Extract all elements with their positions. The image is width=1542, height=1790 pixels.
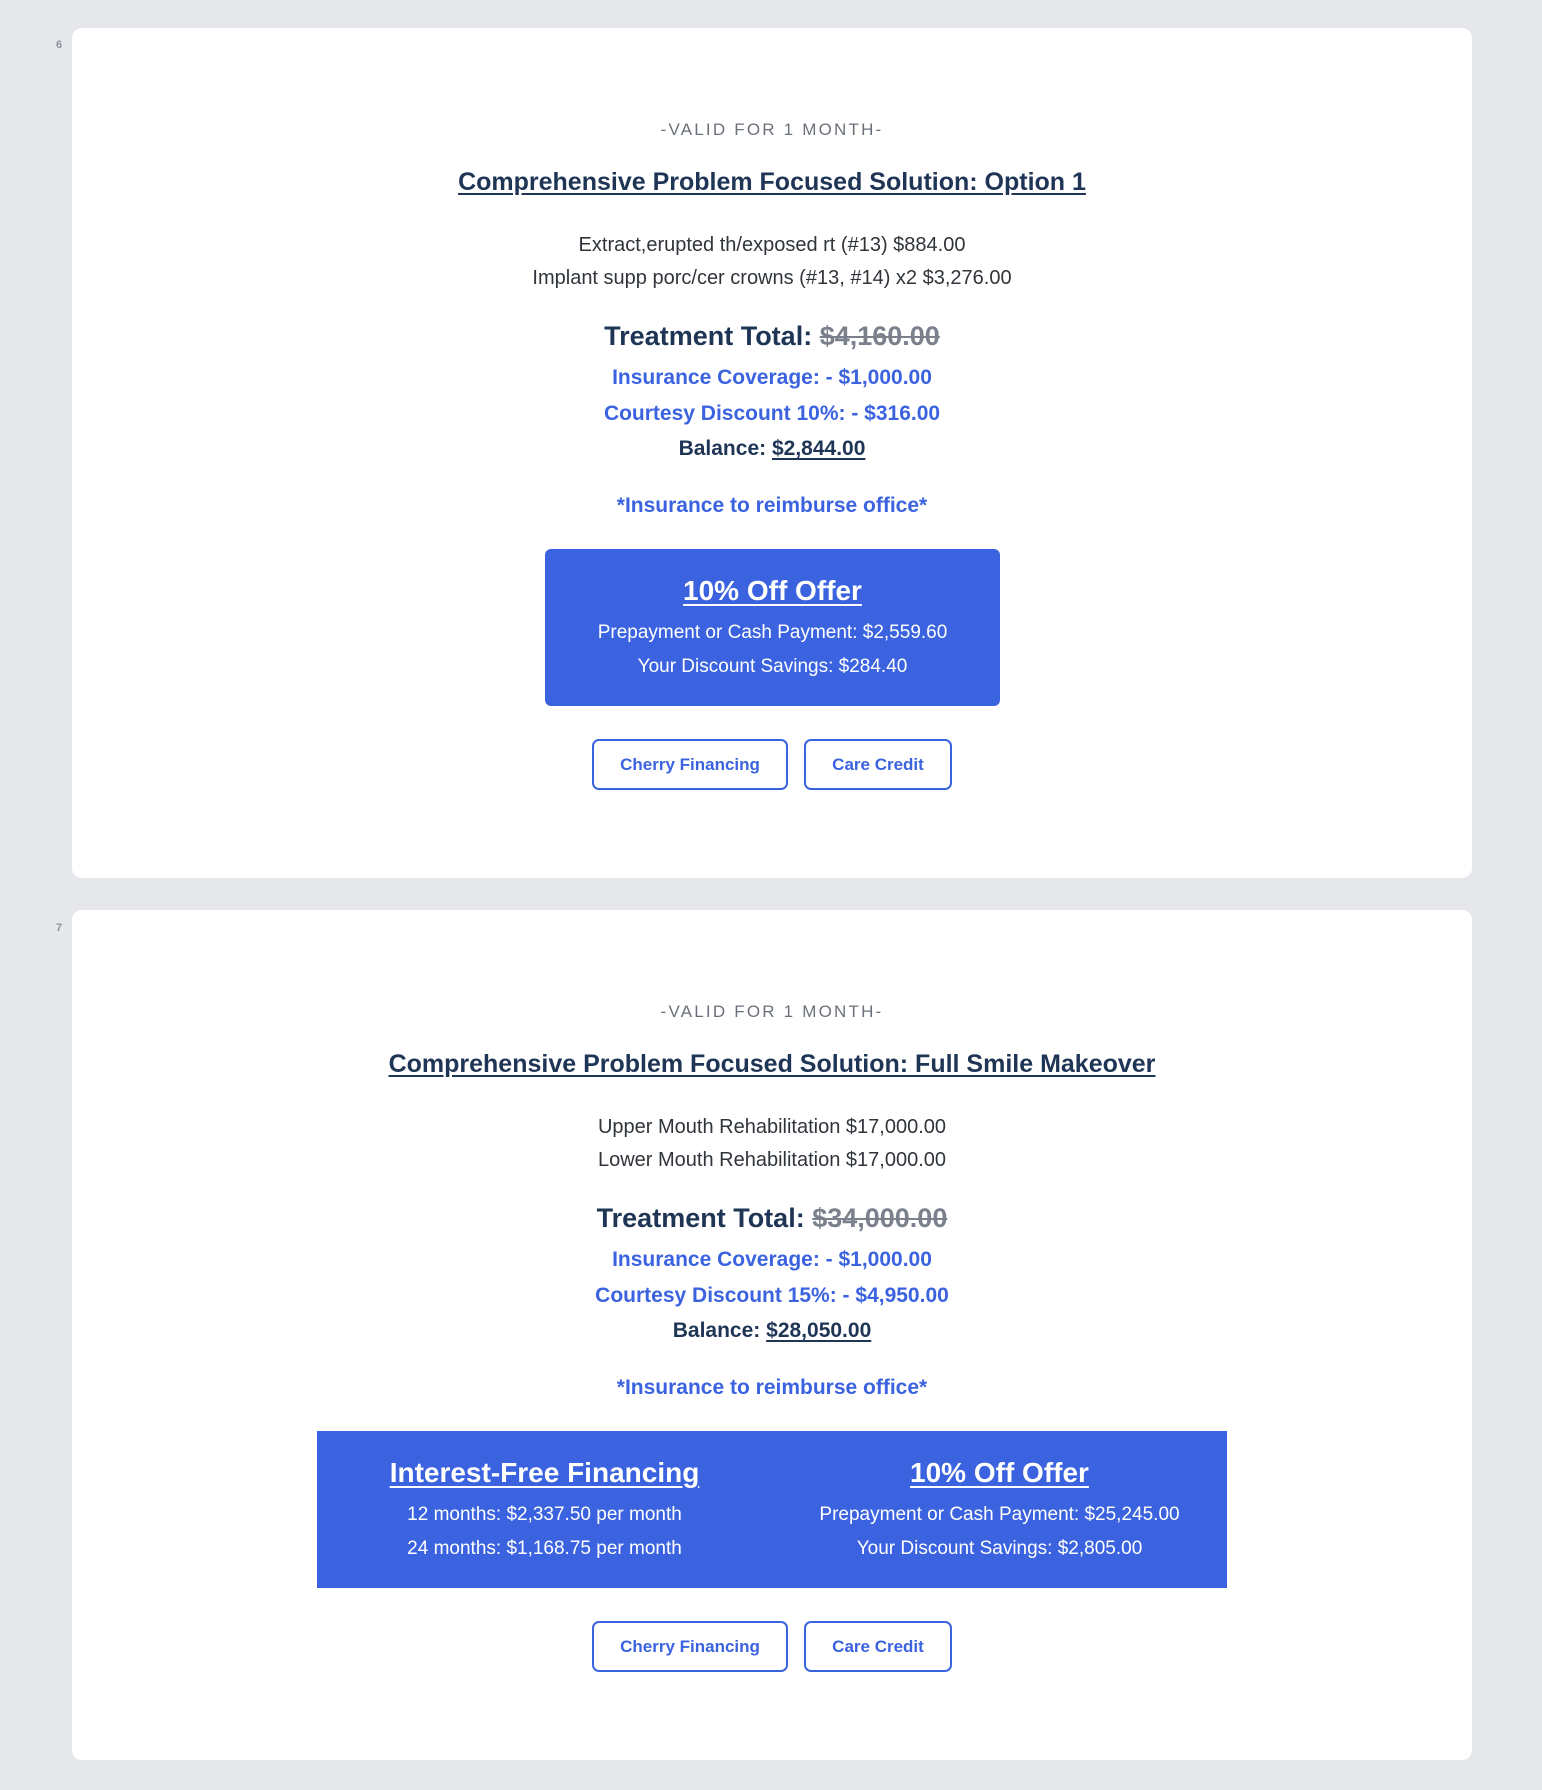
- discount-savings: Your Discount Savings: $2,805.00: [856, 1538, 1143, 1559]
- insurance-coverage: Insurance Coverage: - $1,000.00: [612, 366, 932, 389]
- balance-label: Balance:: [678, 437, 767, 460]
- care-credit-button[interactable]: Care Credit: [804, 739, 952, 790]
- validity-note: -VALID FOR 1 MONTH-: [660, 120, 884, 139]
- treatment-option-card: [72, 910, 1472, 1760]
- courtesy-discount: Courtesy Discount 15%: - $4,950.00: [595, 1284, 949, 1307]
- balance: [72, 437, 1472, 461]
- balance-label: Balance:: [672, 1319, 761, 1342]
- procedure-list: [72, 1111, 1472, 1177]
- financing-12-months: 12 months: $2,337.50 per month: [407, 1504, 682, 1525]
- care-credit-button[interactable]: Care Credit: [804, 1621, 952, 1672]
- prepayment-amount: Prepayment or Cash Payment: $2,559.60: [597, 622, 948, 643]
- option-title: Comprehensive Problem Focused Solution: Option 1: [458, 168, 1086, 196]
- discount-offer: [545, 549, 1000, 706]
- procedure-item: Upper Mouth Rehabilitation $17,000.00: [597, 1116, 947, 1138]
- balance: [72, 1319, 1472, 1343]
- procedure-item: Lower Mouth Rehabilitation $17,000.00: [597, 1149, 947, 1171]
- interest-free-financing: [317, 1431, 772, 1588]
- financing-buttons: [72, 1621, 1472, 1672]
- offer-heading: 10% Off Offer: [683, 575, 862, 606]
- validity-note: -VALID FOR 1 MONTH-: [660, 1002, 884, 1021]
- financing-24-months: 24 months: $1,168.75 per month: [407, 1538, 682, 1559]
- discount-offer: [772, 1431, 1227, 1588]
- balance-value: $28,050.00: [766, 1319, 872, 1342]
- page-number: 7: [56, 922, 63, 934]
- financing-buttons: [72, 739, 1472, 790]
- balance-value: $2,844.00: [771, 437, 866, 460]
- option-title: Comprehensive Problem Focused Solution: Full Smile Makeover: [388, 1050, 1156, 1078]
- payment-options-box: [317, 1431, 1227, 1588]
- procedure-item: Extract,erupted th/exposed rt (#13) $884.00: [578, 234, 966, 256]
- page-number: 6: [56, 39, 63, 51]
- treatment-option-card: [72, 28, 1472, 878]
- offer-heading: 10% Off Offer: [910, 1457, 1089, 1488]
- reimburse-note: *Insurance to reimburse office*: [616, 1376, 928, 1399]
- discount-savings: Your Discount Savings: $284.40: [637, 656, 908, 677]
- treatment-total: [72, 321, 1472, 352]
- treatment-total-label: Treatment Total:: [596, 1203, 805, 1233]
- treatment-total-label: Treatment Total:: [604, 321, 813, 351]
- reimburse-note: *Insurance to reimburse office*: [616, 494, 928, 517]
- cherry-financing-button[interactable]: Cherry Financing: [592, 1621, 788, 1672]
- treatment-total-value: $34,000.00: [812, 1203, 948, 1233]
- insurance-coverage: Insurance Coverage: - $1,000.00: [612, 1248, 932, 1271]
- cherry-financing-button[interactable]: Cherry Financing: [592, 739, 788, 790]
- courtesy-discount: Courtesy Discount 10%: - $316.00: [603, 402, 941, 425]
- treatment-total: [72, 1203, 1472, 1234]
- discount-offer-box: [545, 549, 1000, 706]
- procedure-list: [72, 229, 1472, 295]
- prepayment-amount: Prepayment or Cash Payment: $25,245.00: [819, 1504, 1180, 1525]
- financing-heading: Interest-Free Financing: [389, 1457, 700, 1488]
- procedure-item: Implant supp porc/cer crowns (#13, #14) x2 $3,276.00: [532, 267, 1012, 289]
- treatment-total-value: $4,160.00: [819, 321, 940, 351]
